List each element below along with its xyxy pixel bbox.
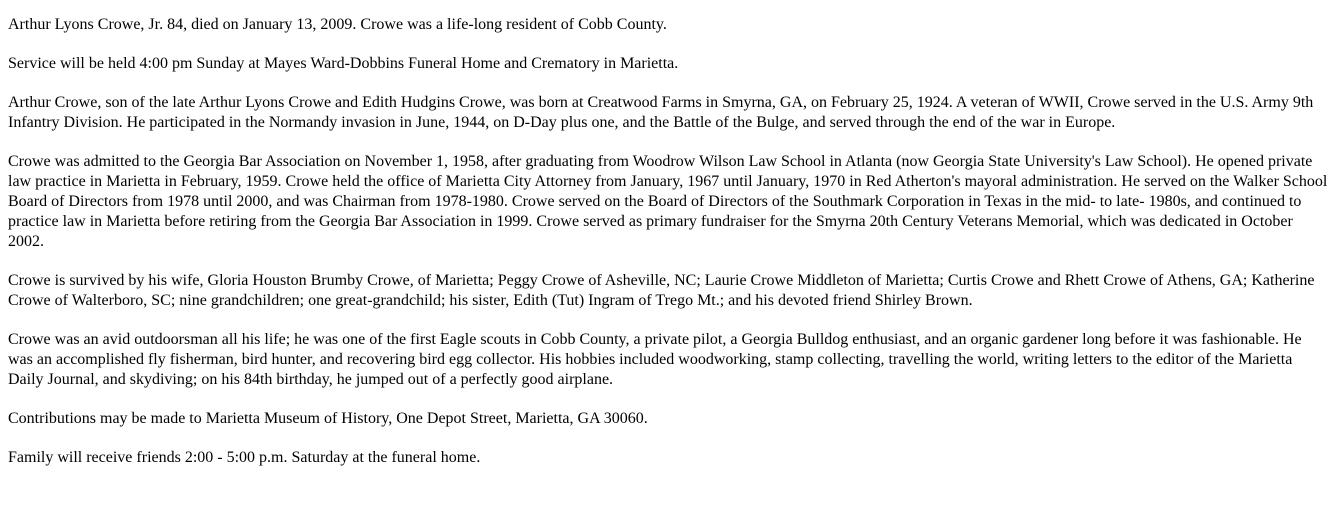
paragraph-career: Crowe was admitted to the Georgia Bar Association on November 1, 1958, after graduating from Woodrow Wilson Law School in Atlanta (now Georgia State University's Law School). He opened private law practice in Marietta in February, 1959. Crowe held the office of Marietta City Attorney from January, 1967 until January, 1970 in Red Atherton's mayoral administration. He served on the Walker School Board of Directors from 1978 until 2000, and was Chairman from 1978-1980. Crowe served on the Board of Directors of the Southmark Corporation in Texas in the mid- to late- 1980s, and continued to practice law in Marietta before retiring from the Georgia Bar Association in 1999. Crowe served as primary fundraiser for the Smyrna 20th Century Veterans Memorial, which was dedicated in October 2002. <box>8 153 1328 250</box>
paragraph-contributions: Contributions may be made to Marietta Museum of History, One Depot Street, Marietta, GA 30060. <box>8 410 648 427</box>
paragraph-survivors: Crowe is survived by his wife, Gloria Houston Brumby Crowe, of Marietta; Peggy Crowe of Asheville, NC; Laurie Crowe Middleton of Marietta; Curtis Crowe and Rhett Crowe of Athens, GA; Katherine Crowe of Walterboro, SC; nine grandchildren; one great-grandchild; his sister, Edith (Tut) Ingram of Trego Mt.; and his devoted friend Shirley Brown. <box>8 272 1315 309</box>
paragraph-death-notice: Arthur Lyons Crowe, Jr. 84, died on January 13, 2009. Crowe was a life-long resident of Cobb County. <box>8 16 667 33</box>
paragraph-early-life: Arthur Crowe, son of the late Arthur Lyons Crowe and Edith Hudgins Crowe, was born at Creatwood Farms in Smyrna, GA, on February 25, 1924. A veteran of WWII, Crowe served in the U.S. Army 9th Infantry Division. He participated in the Normandy invasion in June, 1944, on D-Day plus one, and the Battle of the Bulge, and served through the end of the war in Europe. <box>8 94 1314 131</box>
paragraph-visitation: Family will receive friends 2:00 - 5:00 p.m. Saturday at the funeral home. <box>8 449 481 466</box>
paragraph-service: Service will be held 4:00 pm Sunday at Mayes Ward-Dobbins Funeral Home and Crematory in Marietta. <box>8 55 679 72</box>
paragraph-hobbies: Crowe was an avid outdoorsman all his life; he was one of the first Eagle scouts in Cobb County, a private pilot, a Georgia Bulldog enthusiast, and an organic gardener long before it was fashionable. He was an accomplished fly fisherman, bird hunter, and recovering bird egg collector. His hobbies included woodworking, stamp collecting, travelling the world, writing letters to the editor of the Marietta Daily Journal, and skydiving; on his 84th birthday, he jumped out of a perfectly good airplane. <box>8 331 1302 388</box>
